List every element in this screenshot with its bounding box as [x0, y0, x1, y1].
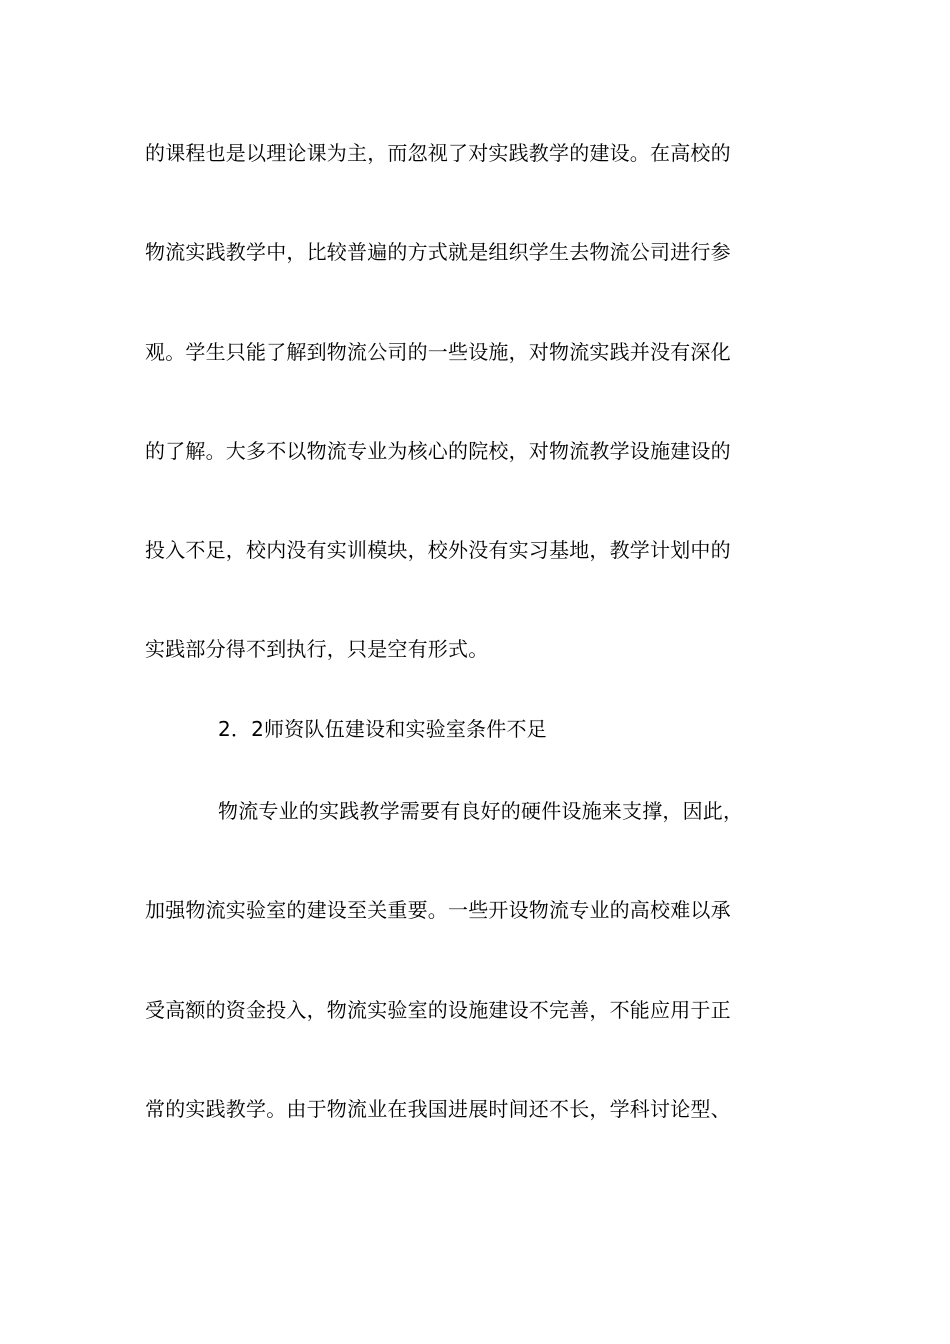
paragraph-line: 实践部分得不到执行，只是空有形式。 [145, 637, 489, 661]
paragraph-line: 加强物流实验室的建设至关重要。一些开设物流专业的高校难以承 [145, 898, 731, 922]
paragraph-line: 物流实践教学中，比较普遍的方式就是组织学生去物流公司进行参 [145, 240, 731, 264]
paragraph-line: 观。学生只能了解到物流公司的一些设施，对物流实践并没有深化 [145, 340, 731, 364]
paragraph-line: 物流专业的实践教学需要有良好的硬件设施来支撑，因此， [218, 799, 744, 823]
paragraph-line: 投入不足，校内没有实训模块，校外没有实习基地，教学计划中的 [145, 538, 731, 562]
paragraph-line: 受高额的资金投入，物流实验室的设施建设不完善，不能应用于正 [145, 998, 731, 1022]
paragraph-line: 的课程也是以理论课为主，而忽视了对实践教学的建设。在高校的 [145, 141, 731, 165]
section-heading: 2．2师资队伍建设和实验室条件不足 [218, 717, 547, 741]
paragraph-line: 常的实践教学。由于物流业在我国进展时间还不长，学科讨论型、 [145, 1097, 731, 1121]
paragraph-line: 的了解。大多不以物流专业为核心的院校，对物流教学设施建设的 [145, 439, 731, 463]
